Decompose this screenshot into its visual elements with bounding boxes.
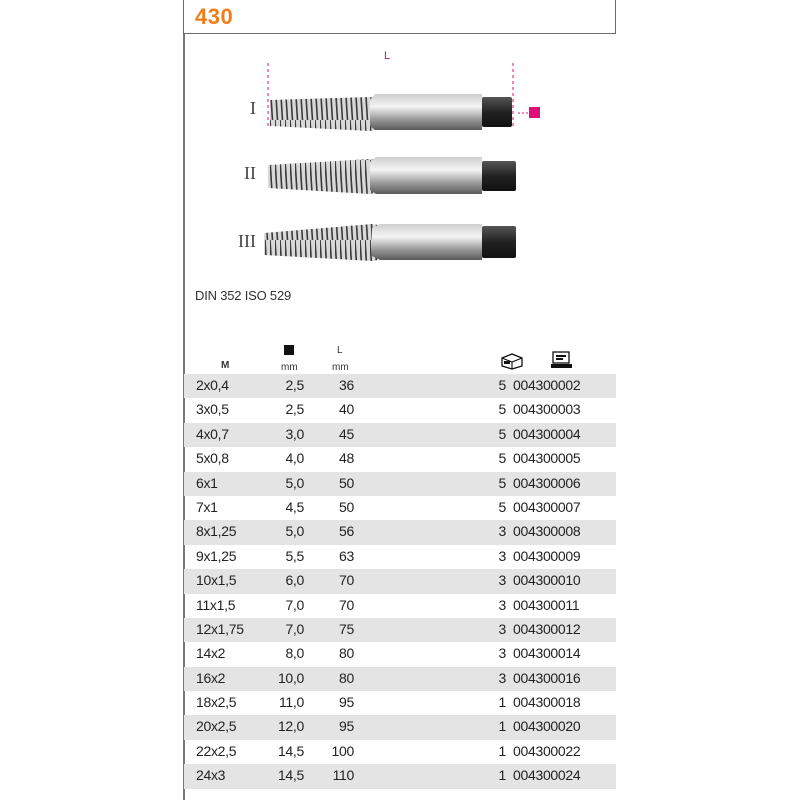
length: 80 [339, 645, 354, 662]
pack-quantity: 1 [498, 694, 506, 711]
length: 110 [332, 767, 354, 784]
square-size: 14,5 [277, 767, 304, 784]
table-row [184, 496, 616, 520]
square-size: 2,5 [285, 401, 304, 418]
thread-size: 11x1,5 [196, 596, 236, 613]
table-row [184, 398, 616, 422]
pack-quantity: 5 [498, 401, 506, 418]
table-row [184, 472, 616, 496]
square-icon [284, 345, 294, 355]
thread-size: 12x1,75 [196, 620, 244, 637]
square-size: 2,5 [285, 377, 304, 393]
length: 48 [339, 450, 354, 467]
length: 70 [339, 596, 354, 613]
standard-reference: DIN 352 ISO 529 [195, 288, 291, 303]
article-code: 004300006 [513, 474, 581, 491]
thread-size: 18x2,5 [196, 694, 237, 711]
article-code: 004300016 [513, 669, 581, 686]
square-size: 7,0 [285, 620, 304, 637]
article-code: 004300005 [513, 450, 581, 467]
thread-size: 20x2,5 [196, 718, 237, 735]
article-code: 004300012 [513, 620, 581, 637]
tap-label-3: III [238, 231, 256, 251]
square-size: 7,0 [285, 596, 304, 613]
length: 50 [339, 498, 354, 515]
article-code: 004300022 [513, 742, 581, 759]
table-row [184, 691, 616, 715]
thread-size: 16x2 [196, 669, 226, 686]
thread-size: 5x0,8 [196, 450, 229, 467]
square-size: 5,0 [285, 474, 304, 491]
square-size: 14,5 [277, 742, 304, 759]
thread-size: 14x2 [196, 645, 226, 662]
length: 45 [339, 425, 354, 442]
length: 80 [339, 669, 354, 686]
article-code: 004300009 [513, 547, 581, 564]
article-code: 004300010 [513, 572, 581, 589]
square-size: 6,0 [285, 572, 304, 589]
thread-size: 3x0,5 [196, 401, 229, 418]
pack-quantity: 3 [498, 572, 506, 589]
pack-quantity: 3 [498, 596, 506, 613]
pack-quantity: 5 [498, 498, 506, 515]
table-row [184, 667, 616, 691]
pack-quantity: 5 [498, 450, 506, 467]
article-code: 004300018 [513, 694, 581, 711]
length: 40 [339, 401, 354, 418]
table-row [184, 594, 616, 618]
dimension-l-label: L [384, 50, 391, 62]
square-size: 8,0 [285, 645, 304, 662]
page-title: 430 [195, 4, 234, 29]
table-row [184, 642, 616, 666]
tap-2 [268, 157, 516, 194]
article-code: 004300011 [513, 596, 580, 613]
pack-quantity: 5 [498, 474, 506, 491]
table-row [184, 447, 616, 471]
article-code: 004300002 [513, 377, 581, 393]
thread-size: 9x1,25 [196, 547, 237, 564]
thread-size: 22x2,5 [196, 742, 237, 759]
col-header-l-unit: mm [332, 362, 349, 373]
thread-size: 4x0,7 [196, 425, 229, 442]
box-icon [500, 352, 524, 370]
article-code: 004300004 [513, 425, 581, 442]
length: 56 [339, 523, 354, 540]
table-row [184, 740, 616, 764]
square-size: 11,0 [278, 694, 304, 711]
length: 50 [339, 474, 354, 491]
col-header-square-unit: mm [281, 362, 298, 373]
pack-quantity: 3 [498, 669, 506, 686]
square-size: 12,0 [277, 718, 304, 735]
table-row [184, 618, 616, 642]
thread-size: 24x3 [196, 767, 226, 784]
length: 100 [331, 742, 354, 759]
article-code: 004300007 [513, 498, 581, 515]
table-row [184, 545, 616, 569]
square-size: 5,5 [285, 547, 304, 564]
pack-quantity: 5 [498, 377, 506, 393]
table-row [184, 374, 616, 398]
length: 63 [339, 547, 354, 564]
thread-size: 7x1 [196, 498, 218, 515]
length: 70 [339, 572, 354, 589]
tap-label-2: II [244, 163, 256, 183]
square-size: 4,5 [285, 498, 304, 515]
square-size: 3,0 [285, 425, 304, 442]
pack-quantity: 3 [498, 645, 506, 662]
thread-size: 6x1 [196, 474, 218, 491]
pack-quantity: 3 [498, 620, 506, 637]
thread-size: 2x0,4 [196, 377, 229, 393]
pack-quantity: 1 [498, 742, 506, 759]
table-row [184, 569, 616, 593]
col-header-l: L [337, 345, 343, 356]
tap-label-1: I [250, 98, 256, 118]
pack-quantity: 1 [498, 718, 506, 735]
taps-illustration [0, 0, 800, 300]
length: 75 [339, 620, 354, 637]
pack-quantity: 1 [498, 767, 506, 784]
col-header-m: M [221, 360, 230, 371]
length: 36 [339, 377, 354, 393]
table-row [184, 715, 616, 739]
pack-quantity: 5 [498, 425, 506, 442]
thread-size: 8x1,25 [196, 523, 237, 540]
article-code: 004300020 [513, 718, 581, 735]
article-code: 004300008 [513, 523, 581, 540]
square-size: 5,0 [285, 523, 304, 540]
product-table [184, 374, 616, 789]
pack-quantity: 3 [498, 547, 506, 564]
article-code: 004300024 [513, 767, 581, 784]
tap-1 [270, 94, 512, 131]
table-row [184, 423, 616, 447]
article-code: 004300014 [513, 645, 581, 662]
table-row [184, 764, 616, 788]
length: 95 [339, 718, 354, 735]
table-row [184, 520, 616, 544]
square-dimension-icon [529, 107, 540, 118]
pack-quantity: 3 [498, 523, 506, 540]
length: 95 [339, 694, 354, 711]
thread-size: 10x1,5 [196, 572, 237, 589]
square-size: 10,0 [277, 669, 304, 686]
square-size: 4,0 [285, 450, 304, 467]
article-code: 004300003 [513, 401, 581, 418]
catalog-code-icon [550, 350, 574, 370]
tap-3 [264, 224, 516, 261]
